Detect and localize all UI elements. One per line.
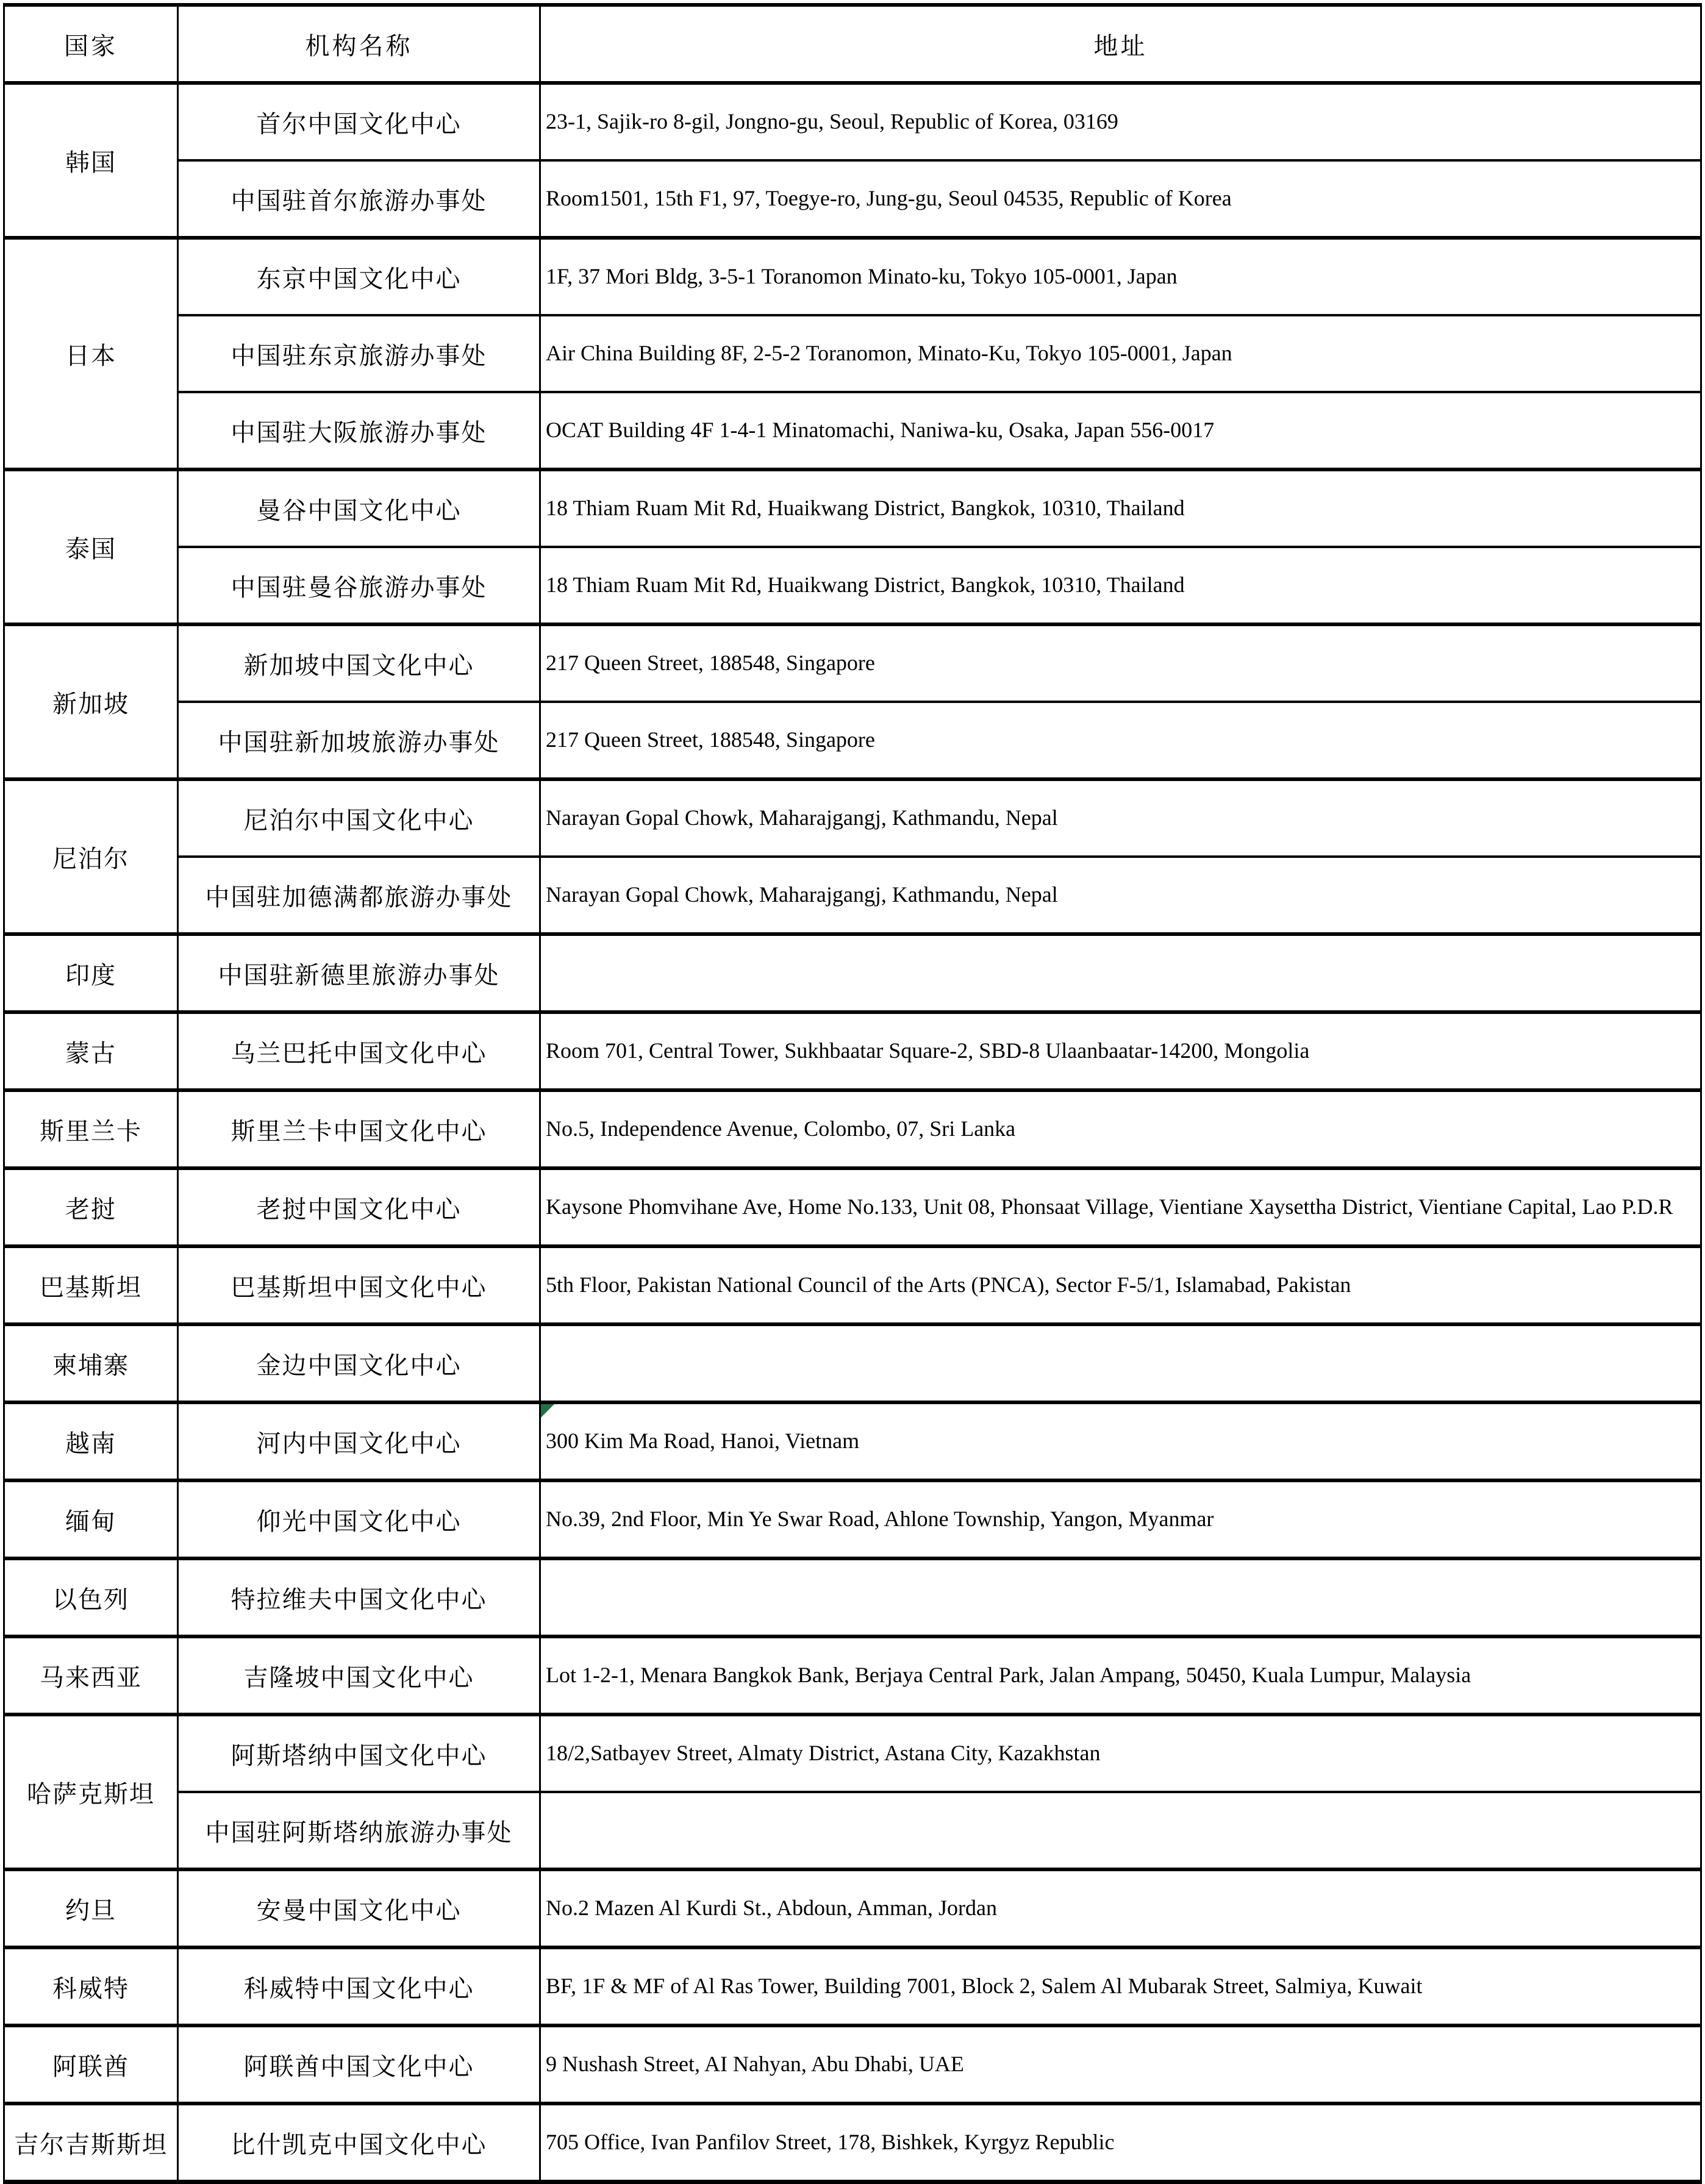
table-row [4, 624, 1701, 702]
country-cell: 尼泊尔 [4, 779, 178, 934]
country-cell: 印度 [4, 934, 178, 1012]
address-cell [540, 1792, 1701, 1869]
address-cell: BF, 1F & MF of Al Ras Tower, Building 7001, Block 2, Salem Al Mubarak Street, Salmiya, Kuwait [540, 1947, 1701, 2025]
country-cell: 科威特 [4, 1947, 178, 2025]
table-row [4, 1869, 1701, 1947]
address-cell: 5th Floor, Pakistan National Council of the Arts (PNCA), Sector F-5/1, Islamabad, Pakistan [540, 1246, 1701, 1324]
country-cell: 以色列 [4, 1558, 178, 1636]
header-address: 地址 [540, 5, 1701, 83]
country-cell: 巴基斯坦 [4, 1246, 178, 1324]
table-row [4, 1947, 1701, 2025]
address-cell: Narayan Gopal Chowk, Maharajgangj, Kathmandu, Nepal [540, 779, 1701, 857]
address-cell: 18 Thiam Ruam Mit Rd, Huaikwang District, Bangkok, 10310, Thailand [540, 547, 1701, 624]
address-cell: 217 Queen Street, 188548, Singapore [540, 702, 1701, 779]
org-cell: 斯里兰卡中国文化中心 [178, 1090, 540, 1168]
org-cell: 中国驻新加坡旅游办事处 [178, 702, 540, 779]
address-cell: 705 Office, Ivan Panfilov Street, 178, Bishkek, Kyrgyz Republic [540, 2104, 1701, 2182]
table-row [4, 83, 1701, 160]
country-cell: 阿联酋 [4, 2025, 178, 2104]
address-text: 300 Kim Ma Road, Hanoi, Vietnam [546, 1429, 860, 1454]
table-row [4, 1246, 1701, 1324]
country-cell: 越南 [4, 1402, 178, 1480]
address-cell [540, 1558, 1701, 1636]
address-cell: 18/2,Satbayev Street, Almaty District, Astana City, Kazakhstan [540, 1715, 1701, 1792]
org-cell: 乌兰巴托中国文化中心 [178, 1012, 540, 1090]
org-cell: 中国驻新德里旅游办事处 [178, 934, 540, 1012]
address-cell: No.5, Independence Avenue, Colombo, 07, Sri Lanka [540, 1090, 1701, 1168]
address-cell: 9 Nushash Street, AI Nahyan, Abu Dhabi, UAE [540, 2025, 1701, 2104]
country-cell: 蒙古 [4, 1012, 178, 1090]
table-row [4, 238, 1701, 315]
table-row [4, 1792, 1701, 1869]
country-cell: 柬埔寨 [4, 1324, 178, 1402]
org-cell: 安曼中国文化中心 [178, 1869, 540, 1947]
country-cell: 哈萨克斯坦 [4, 1715, 178, 1869]
org-cell: 中国驻阿斯塔纳旅游办事处 [178, 1792, 540, 1869]
table-row [4, 1715, 1701, 1792]
table-row [4, 160, 1701, 238]
country-cell: 缅甸 [4, 1480, 178, 1558]
country-cell: 日本 [4, 238, 178, 469]
table-row [4, 547, 1701, 624]
table-row [4, 1402, 1701, 1480]
address-cell: No.2 Mazen Al Kurdi St., Abdoun, Amman, Jordan [540, 1869, 1701, 1947]
country-cell: 老挝 [4, 1168, 178, 1246]
address-cell: Room 701, Central Tower, Sukhbaatar Square-2, SBD-8 Ulaanbaatar-14200, Mongolia [540, 1012, 1701, 1090]
org-cell: 中国驻首尔旅游办事处 [178, 160, 540, 238]
org-cell: 中国驻大阪旅游办事处 [178, 392, 540, 469]
green-corner-marker [541, 1404, 554, 1418]
address-cell: Lot 1-2-1, Menara Bangkok Bank, Berjaya Central Park, Jalan Ampang, 50450, Kuala Lumpur, Malaysia [540, 1636, 1701, 1715]
table-row [4, 1324, 1701, 1402]
header-country: 国家 [4, 5, 178, 83]
address-cell: 1F, 37 Mori Bldg, 3-5-1 Toranomon Minato-ku, Tokyo 105-0001, Japan [540, 238, 1701, 315]
org-cell: 老挝中国文化中心 [178, 1168, 540, 1246]
table-row [4, 469, 1701, 547]
address-cell: Air China Building 8F, 2-5-2 Toranomon, Minato-Ku, Tokyo 105-0001, Japan [540, 315, 1701, 392]
address-cell [540, 1324, 1701, 1402]
table-row [4, 2104, 1701, 2182]
org-cell: 仰光中国文化中心 [178, 1480, 540, 1558]
org-cell: 中国驻加德满都旅游办事处 [178, 857, 540, 934]
org-cell: 首尔中国文化中心 [178, 83, 540, 160]
address-cell: No.39, 2nd Floor, Min Ye Swar Road, Ahlone Township, Yangon, Myanmar [540, 1480, 1701, 1558]
org-cell: 新加坡中国文化中心 [178, 624, 540, 702]
org-cell: 吉隆坡中国文化中心 [178, 1636, 540, 1715]
table-row [4, 315, 1701, 392]
country-cell: 马来西亚 [4, 1636, 178, 1715]
org-cell: 中国驻东京旅游办事处 [178, 315, 540, 392]
table-row [4, 779, 1701, 857]
org-cell: 东京中国文化中心 [178, 238, 540, 315]
address-cell [540, 1402, 1701, 1480]
org-cell: 河内中国文化中心 [178, 1402, 540, 1480]
header-row [4, 5, 1701, 83]
table-row [4, 857, 1701, 934]
country-cell: 吉尔吉斯斯坦 [4, 2104, 178, 2182]
address-cell: OCAT Building 4F 1-4-1 Minatomachi, Naniwa-ku, Osaka, Japan 556-0017 [540, 392, 1701, 469]
org-cell: 科威特中国文化中心 [178, 1947, 540, 2025]
table-row [4, 702, 1701, 779]
address-cell [540, 934, 1701, 1012]
country-cell: 约旦 [4, 1869, 178, 1947]
org-cell: 特拉维夫中国文化中心 [178, 1558, 540, 1636]
org-cell: 尼泊尔中国文化中心 [178, 779, 540, 857]
address-cell: 18 Thiam Ruam Mit Rd, Huaikwang District, Bangkok, 10310, Thailand [540, 469, 1701, 547]
address-cell: Narayan Gopal Chowk, Maharajgangj, Kathmandu, Nepal [540, 857, 1701, 934]
header-org: 机构名称 [178, 5, 540, 83]
org-cell: 巴基斯坦中国文化中心 [178, 1246, 540, 1324]
address-cell: Room1501, 15th F1, 97, Toegye-ro, Jung-gu, Seoul 04535, Republic of Korea [540, 160, 1701, 238]
country-cell: 韩国 [4, 83, 178, 238]
table-row [4, 1636, 1701, 1715]
address-cell: 217 Queen Street, 188548, Singapore [540, 624, 1701, 702]
org-cell: 曼谷中国文化中心 [178, 469, 540, 547]
country-cell: 新加坡 [4, 624, 178, 779]
institution-directory-table [3, 3, 1702, 2184]
country-cell: 泰国 [4, 469, 178, 624]
org-cell: 金边中国文化中心 [178, 1324, 540, 1402]
table-row [4, 2025, 1701, 2104]
table-row [4, 1558, 1701, 1636]
table-row [4, 392, 1701, 469]
table-row [4, 1012, 1701, 1090]
org-cell: 中国驻曼谷旅游办事处 [178, 547, 540, 624]
address-cell: Kaysone Phomvihane Ave, Home No.133, Unit 08, Phonsaat Village, Vientiane Xaysettha District, Vientiane Capital, Lao P.D.R [540, 1168, 1701, 1246]
address-cell: 23-1, Sajik-ro 8-gil, Jongno-gu, Seoul, Republic of Korea, 03169 [540, 83, 1701, 160]
table-row [4, 1168, 1701, 1246]
org-cell: 阿斯塔纳中国文化中心 [178, 1715, 540, 1792]
org-cell: 比什凯克中国文化中心 [178, 2104, 540, 2182]
org-cell: 阿联酋中国文化中心 [178, 2025, 540, 2104]
table-row [4, 1480, 1701, 1558]
country-cell: 斯里兰卡 [4, 1090, 178, 1168]
table-row [4, 1090, 1701, 1168]
table-row [4, 934, 1701, 1012]
